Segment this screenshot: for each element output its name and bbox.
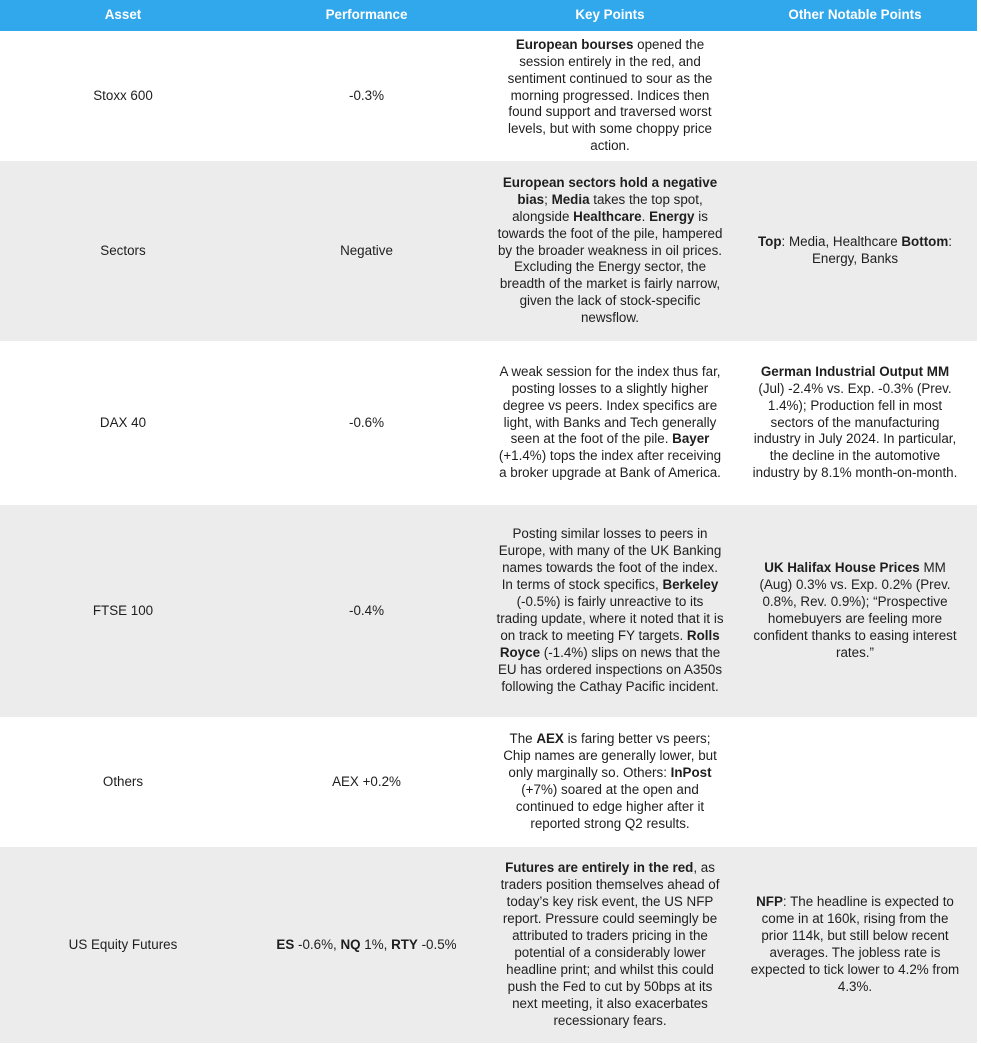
text-run: -0.6% [349, 414, 384, 430]
text-run: (-1.4%) slips on news that the EU has ordered inspections on A350s following the Cathay Pacific incident. [497, 644, 723, 694]
cell-other-notable-points [733, 717, 977, 847]
table-row [0, 31, 977, 161]
cell-text [495, 364, 725, 482]
text-run: is towards the foot of the pile, hampered by the broader weakness in oil prices. Excluding the Energy sector, the breadth of the market is fairly narrow, given the lack of stock-specific newsflow. [497, 208, 723, 326]
bold-text: Bottom [901, 234, 949, 250]
header-asset: Asset [104, 7, 142, 23]
bold-text: Energy [649, 208, 695, 224]
text-run: is faring better vs peers; Chip names are generally lower, but only marginally so. Others: [503, 731, 717, 781]
text-run: takes the top spot, alongside [512, 191, 703, 224]
cell-performance [246, 717, 487, 847]
cell-performance [246, 847, 487, 1043]
cell-text [332, 774, 401, 791]
table-row [0, 161, 977, 341]
text-run: 1%, [360, 936, 392, 952]
bold-text: RTY [391, 936, 418, 952]
cell-text [349, 415, 384, 432]
cell-text [495, 37, 725, 155]
cell-performance [246, 505, 487, 717]
text-run: (+7%) soared at the open and continued to edge higher after it reported strong Q2 results. [515, 782, 705, 831]
bold-text: AEX [536, 731, 564, 747]
text-run: : The headline is expected to come in at 160k, rising from the prior 114k, but still below recent averages. The jobless rate is expected to tick lower to 4.2% from 4.3%. [750, 894, 960, 994]
cell-text [495, 526, 725, 695]
bold-text: NQ [340, 936, 361, 952]
text-run: : Energy, Banks [811, 234, 952, 266]
text-run: (-0.5%) is fairly unreactive to its trading update, where it noted that it is on track to meeting FY targets. [496, 594, 724, 643]
text-run: Negative [340, 242, 393, 258]
text-run: A weak session for the index thus far, posting losses to a slightly higher degree vs peers. Index specifics are light, with Banks and Tech generally seen at the foot of the pile. [499, 363, 721, 447]
header-performance: Performance [325, 7, 408, 23]
cell-key-points [487, 31, 733, 161]
table-row [0, 505, 977, 717]
cell-asset: Sectors [100, 242, 146, 258]
bold-text: Healthcare [573, 208, 642, 224]
cell-text [349, 88, 384, 105]
cell-text [495, 860, 725, 1029]
table-row [0, 341, 977, 505]
cell-key-points [487, 341, 733, 505]
cell-text [495, 175, 725, 327]
text-run: . [641, 208, 650, 224]
bold-text: Futures are entirely in the red [505, 860, 694, 876]
cell-other-notable-points [733, 847, 977, 1043]
cell-key-points [487, 717, 733, 847]
cell-text [349, 603, 384, 620]
text-run: The [509, 731, 537, 747]
table-row [0, 847, 977, 1043]
bold-text: Bayer [672, 431, 710, 447]
table-header [0, 0, 977, 31]
bold-text: European bourses [515, 36, 634, 52]
cell-other-notable-points [733, 161, 977, 341]
cell-text [340, 243, 393, 260]
text-run: : Media, Healthcare [781, 234, 902, 250]
bold-text: UK Halifax House Prices [764, 560, 920, 576]
cell-key-points [487, 847, 733, 1043]
text-run: (+1.4%) tops the index after receiving a broker upgrade at Bank of America. [498, 448, 722, 481]
cell-text [747, 364, 963, 482]
cell-other-notable-points [733, 505, 977, 717]
text-run: , as traders position themselves ahead of today’s key risk event, the US NFP report. Pressure could seemingly be attributed to traders pricing in the potential of a considerably lower headline print; and whilst this could push the Fed to cut by 50bps at its next meeting, it also exacerbates recessionary fears. [500, 860, 720, 1028]
header-key-points: Key Points [575, 7, 645, 23]
text-run: ; [544, 191, 552, 207]
bold-text: Berkeley [662, 577, 719, 593]
text-run: opened the session entirely in the red, and sentiment continued to sour as the morning progressed. Indices then found support and traversed worst levels, but with some choppy price action. [507, 36, 713, 154]
cell-performance [246, 161, 487, 341]
cell-text [747, 560, 963, 661]
cell-other-notable-points [733, 341, 977, 505]
bold-text: Media [551, 191, 590, 207]
bold-text: NFP [756, 894, 783, 910]
text-run: MM (Aug) 0.3% vs. Exp. 0.2% (Prev. 0.8%, Rev. 0.9%); “Prospective homebuyers are feeling more confident thanks to easing interest rates.” [753, 560, 957, 660]
cell-asset: FTSE 100 [92, 602, 154, 618]
cell-asset: DAX 40 [99, 414, 147, 430]
text-run: Posting similar losses to peers in Europe, with many of the UK Banking names towards the foot of the index. In terms of stock specifics, [498, 526, 722, 593]
text-run: -0.5% [417, 936, 457, 952]
cell-asset: Stoxx 600 [93, 87, 153, 103]
cell-performance [246, 341, 487, 505]
cell-text [495, 731, 725, 832]
cell-asset: US Equity Futures [68, 936, 178, 952]
text-run: (Jul) -2.4% vs. Exp. -0.3% (Prev. 1.4%); Production fell in most sectors of the manufacturing industry in July 2024. In particular, the decline in the automotive industry by 8.1% month-on-month. [752, 380, 958, 481]
table-row [0, 717, 977, 847]
bold-text: German Industrial Output MM [760, 363, 950, 379]
cell-text [747, 234, 963, 268]
cell-asset: Others [102, 773, 144, 789]
header-other-notable-points: Other Notable Points [788, 7, 922, 23]
text-run: -0.3% [349, 87, 384, 103]
cell-text [747, 894, 963, 995]
bold-text: European sectors hold a negative bias [502, 174, 718, 207]
bold-text: Top [758, 234, 782, 250]
cell-text [276, 937, 456, 954]
text-run: -0.4% [349, 602, 384, 618]
cell-other-notable-points [733, 31, 977, 161]
bold-text: InPost [670, 765, 712, 781]
text-run: AEX +0.2% [332, 773, 401, 789]
bold-text: ES [276, 936, 295, 952]
cell-key-points [487, 161, 733, 341]
cell-performance [246, 31, 487, 161]
text-run: -0.6%, [294, 936, 341, 952]
cell-key-points [487, 505, 733, 717]
bold-text: Rolls Royce [499, 627, 720, 660]
